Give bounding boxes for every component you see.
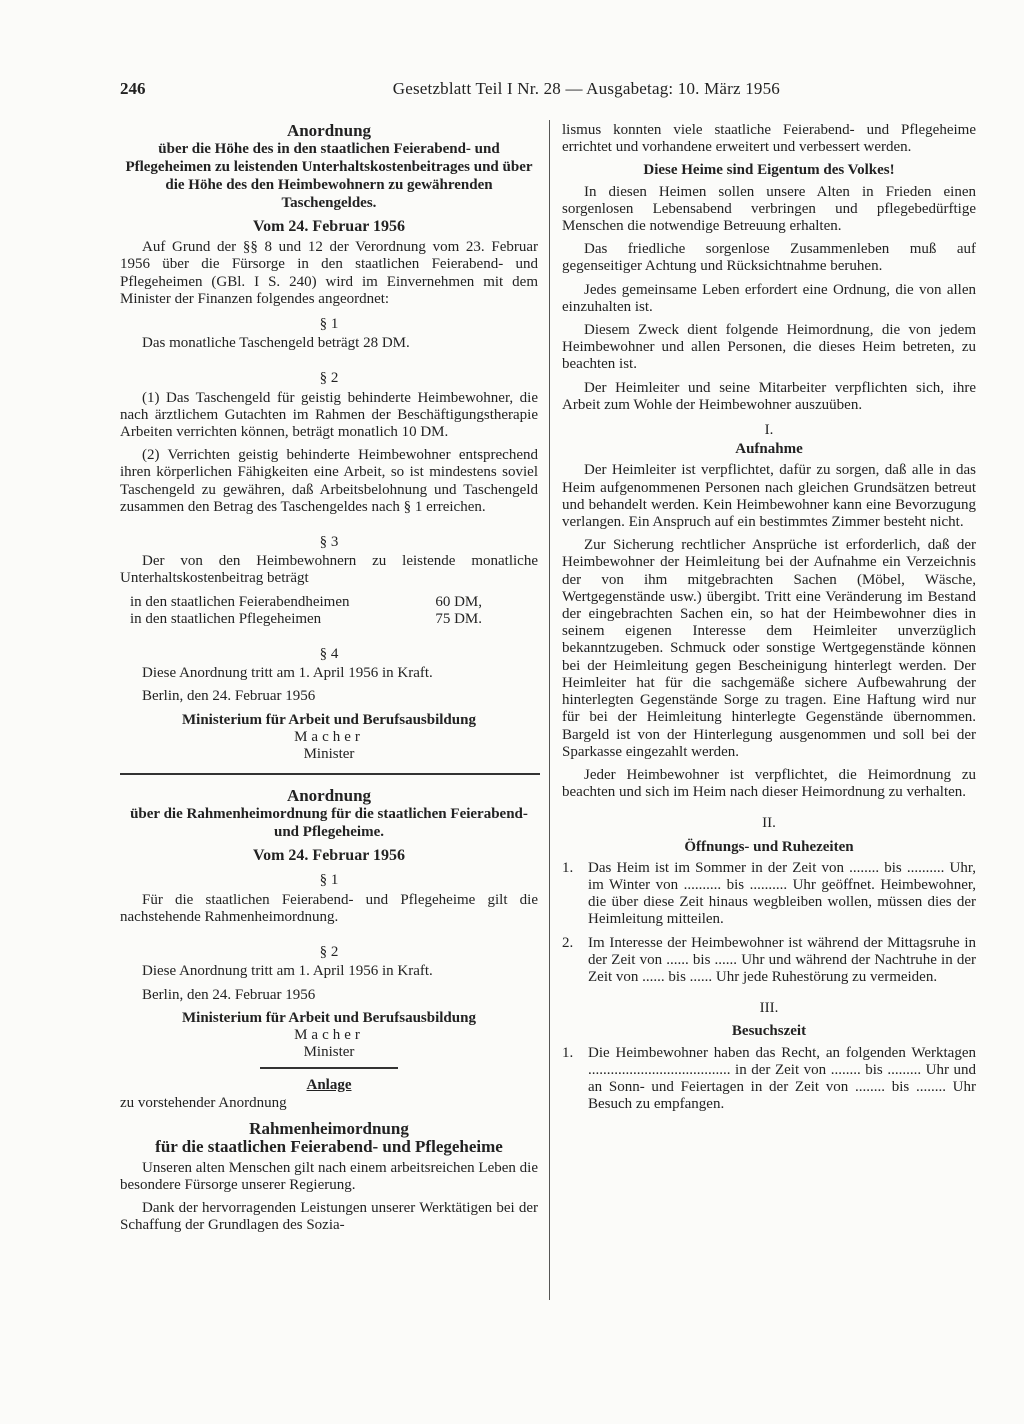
page-header: [120, 80, 780, 104]
decree-2-section-1-text: Für die staatlichen Feierabend- und Pflegeheime gilt die nachstehende Rahmenheimordnung.: [120, 891, 538, 925]
page-number: 246: [120, 79, 146, 98]
decree-1-signer: Macher: [294, 728, 364, 745]
fee-value: 75 DM.: [435, 610, 482, 627]
decree-2-section-1-label: § 1: [319, 872, 339, 889]
decree-1-section-4-label: § 4: [319, 646, 339, 663]
decree-1: [120, 122, 538, 763]
intro-para-5: Der Heimleiter und seine Mitarbeiter verpflichten sich, ihre Arbeit zum Wohle der Heimbewohner auszuüben.: [562, 379, 976, 413]
section-1-para-3: Jeder Heimbewohner ist verpflichtet, die Heimordnung zu beachten und sich im Heim nach dieser Heimordnung zu verhalten.: [562, 766, 976, 801]
section-1-para-1: Der Heimleiter ist verpflichtet, dafür zu sorgen, daß alle in das Heim aufgenommenen Personen nach gleichen Grundsätzen betreut und behandelt werden. Kein Heimbewohner kann eine Bevorzugung verlangen. Ein Anspruch auf ein bestimmtes Zimmer besteht nicht.: [562, 462, 976, 531]
decree-1-section-4-text: Diese Anordnung tritt am 1. April 1956 in Kraft.: [142, 665, 433, 682]
list-item-number: 2.: [562, 934, 574, 951]
left-column: [120, 122, 538, 1241]
list-item: [562, 860, 976, 929]
right-column: [562, 122, 976, 1119]
intro-para-3: Jedes gemeinsame Leben erfordert eine Ordnung, die von allen einzuhalten ist.: [562, 281, 976, 315]
intro-para-4: Diesem Zweck dient folgende Heimordnung, die von jedem Heimbewohner und allen Personen, die dieses Heim betreten, zu beachten ist.: [562, 322, 976, 373]
anlage-intro-1: Unseren alten Menschen gilt nach einem arbeitsreichen Leben die besondere Fürsorge unserer Regierung.: [120, 1159, 538, 1193]
section-1-para-2: Zur Sicherung rechtlicher Ansprüche ist erforderlich, daß der Heimbewohner der Heimleitung bei der Aufnahme ein Verzeichnis der von ihm mitgebrachten Sachen (Möbel, Wäsche, Wertgegenstände usw.) übergibt. Tritt eine Veränderung im Bestand der eingebrachten Sachen ein, so hat der Heimbewohner dies in seinem eigenen Interesse dem Heimleiter unverzüglich bekanntzugeben. Schmuck oder sonstige Wertgegenstände können bei der Heimleitung gegen Bescheinigung hinterlegt werden. Der Heimleiter hat für die sachgemäße sichere Aufbewahrung der hinterlegten Gegenstände Sorge zu tragen. Eine Haftung wird nur für bei der Heimleitung hinterlegte Gegenstände übernommen. Bargeld ist von der Hinterlegung ausgenommen und soll bei der Sparkasse eingezahlt werden.: [562, 537, 976, 760]
list-item-text: Im Interesse der Heimbewohner ist während der Mittagsruhe in der Zeit von ...... bis ...... Uhr und während der Nachtruhe in der Zeit von ...... bis ...... Uhr jede Ruhestörung zu vermeiden.: [588, 934, 976, 985]
decree-1-subject: über die Höhe des in den staatlichen Feierabend- und Pflegeheimen zu leistenden Unterhaltskostenbeitrages und über die Höhe des den Heimbewohnern zu gewährenden Taschengeldes.: [125, 141, 533, 211]
decree-1-title: Anordnung: [286, 121, 372, 140]
decree-1-section-2-para-1: (1) Das Taschengeld für geistig behinderte Heimbewohner, die nach ärztlichem Gutachten im Rahmen der Beschäftigungstherapie Arbeiten verrichten können, beträgt monatlich 10 DM.: [120, 389, 538, 441]
list-item-number: 1.: [562, 1044, 574, 1061]
column-divider: [549, 120, 550, 1300]
anlage: [120, 1077, 538, 1234]
list-item: [562, 935, 976, 987]
section-2-title: Öffnungs- und Ruhezeiten: [684, 838, 854, 855]
decree-1-ministry: Ministerium für Arbeit und Berufsausbildung: [182, 711, 476, 728]
section-1-number: I.: [764, 422, 774, 439]
intro-para-2: Das friedliche sorgenlose Zusammenleben muß auf gegenseitiger Achtung und Rücksichtnahme beruhen.: [562, 241, 976, 275]
list-item-text: Die Heimbewohner haben das Recht, an folgenden Werktagen ...................................... in der Zeit von ........ bis ......... Uhr und an Sonn- und Feiertagen in der Zeit von ........ bis ........ Uhr Besuch zu empfangen.: [588, 1044, 976, 1113]
fee-value: 60 DM,: [435, 593, 482, 610]
decree-2-section-2-label: § 2: [319, 944, 339, 961]
list-item: [562, 1045, 976, 1114]
decree-1-section-3-text: Der von den Heimbewohnern zu leistende monatliche Unterhaltskostenbeitrag beträgt: [120, 553, 538, 587]
anlage-subtitle: zu vorstehender Anordnung: [120, 1094, 287, 1111]
decree-1-preamble: Auf Grund der §§ 8 und 12 der Verordnung vom 23. Februar 1956 über die Fürsorge in den staatlichen Feierabend- und Pflegeheimen (GBl. I S. 240) wird im Einvernehmen mit dem Minister der Finanzen folgendes angeordnet:: [120, 239, 538, 307]
header-title: Gesetzblatt Teil I Nr. 28 — Ausgabetag: 10. März 1956: [392, 79, 780, 98]
decree-2: [120, 787, 538, 1061]
decree-1-section-2-para-2: (2) Verrichten geistig behinderte Heimbewohner entsprechend ihren körperlichen Fähigkeiten eine Arbeit, so ist mindestens soviel Taschengeld zu gewähren, daß Arbeitsbelohnung und Taschengeld zusammen den Betrag des Taschengeldes nach § 1 erreichen.: [120, 447, 538, 515]
decree-1-signer-title: Minister: [303, 746, 355, 763]
section-1-title: Aufnahme: [735, 441, 803, 458]
decree-1-section-2-label: § 2: [319, 370, 339, 387]
section-2-number: II.: [762, 815, 776, 832]
decree-separator: [120, 773, 540, 775]
anlage-title-sub: für die staatlichen Feierabend- und Pflegeheime: [155, 1136, 503, 1156]
fee-row-pflegeheime: [120, 611, 482, 628]
decree-1-section-3-label: § 3: [319, 534, 339, 551]
decree-2-place-date: Berlin, den 24. Februar 1956: [142, 986, 316, 1003]
decree-1-date: Vom 24. Februar 1956: [253, 218, 405, 235]
list-item-number: 1.: [562, 859, 574, 876]
anlage-title: Rahmenheimordnung: [249, 1118, 409, 1138]
decree-1-section-1-text: Das monatliche Taschengeld beträgt 28 DM.: [142, 335, 410, 352]
decree-2-title: Anordnung: [286, 786, 372, 806]
intro-continuation: lismus konnten viele staatliche Feierabend- und Pflegeheime errichtet und vorhandene erweitert und verbessert werden.: [562, 122, 976, 156]
section-3-number: III.: [759, 1000, 779, 1017]
fee-row-feierabendheime: [120, 594, 482, 611]
section-3-title: Besuchszeit: [731, 1023, 807, 1040]
anlage-intro-2: Dank der hervorragenden Leistungen unserer Werktätigen bei der Schaffung der Grundlagen des Sozia-: [120, 1200, 538, 1234]
decree-2-signer: Macher: [294, 1026, 364, 1043]
fee-label: in den staatlichen Feierabendheimen: [130, 593, 350, 610]
decree-2-date: Vom 24. Februar 1956: [253, 847, 405, 865]
anlage-label: Anlage: [306, 1077, 352, 1094]
decree-2-subject: über die Rahmenheimordnung für die staatlichen Feierabend- und Pflegeheime.: [130, 806, 528, 841]
property-heading: Diese Heime sind Eigentum des Volkes!: [643, 162, 895, 179]
anlage-separator: [260, 1067, 398, 1069]
decree-2-section-2-text: Diese Anordnung tritt am 1. April 1956 in Kraft.: [142, 963, 433, 980]
fee-label: in den staatlichen Pflegeheimen: [130, 610, 322, 627]
decree-2-signer-title: Minister: [303, 1044, 355, 1061]
decree-2-ministry: Ministerium für Arbeit und Berufsausbildung: [182, 1009, 476, 1026]
list-item-text: Das Heim ist im Sommer in der Zeit von ........ bis .......... Uhr, im Winter von .......... bis .......... Uhr geöffnet. Heimbewohner, die über diese Zeit hinaus wegbleiben wollen, müssen dies der Heimleitung mitteilen.: [588, 859, 976, 928]
decree-1-place-date: Berlin, den 24. Februar 1956: [142, 688, 316, 705]
intro-para-1: In diesen Heimen sollen unsere Alten in Frieden einen sorgenlosen Lebensabend verbringen und pflegebedürftige Menschen die notwendige Betreuung erhalten.: [562, 183, 976, 235]
decree-1-section-1-label: § 1: [319, 316, 339, 333]
